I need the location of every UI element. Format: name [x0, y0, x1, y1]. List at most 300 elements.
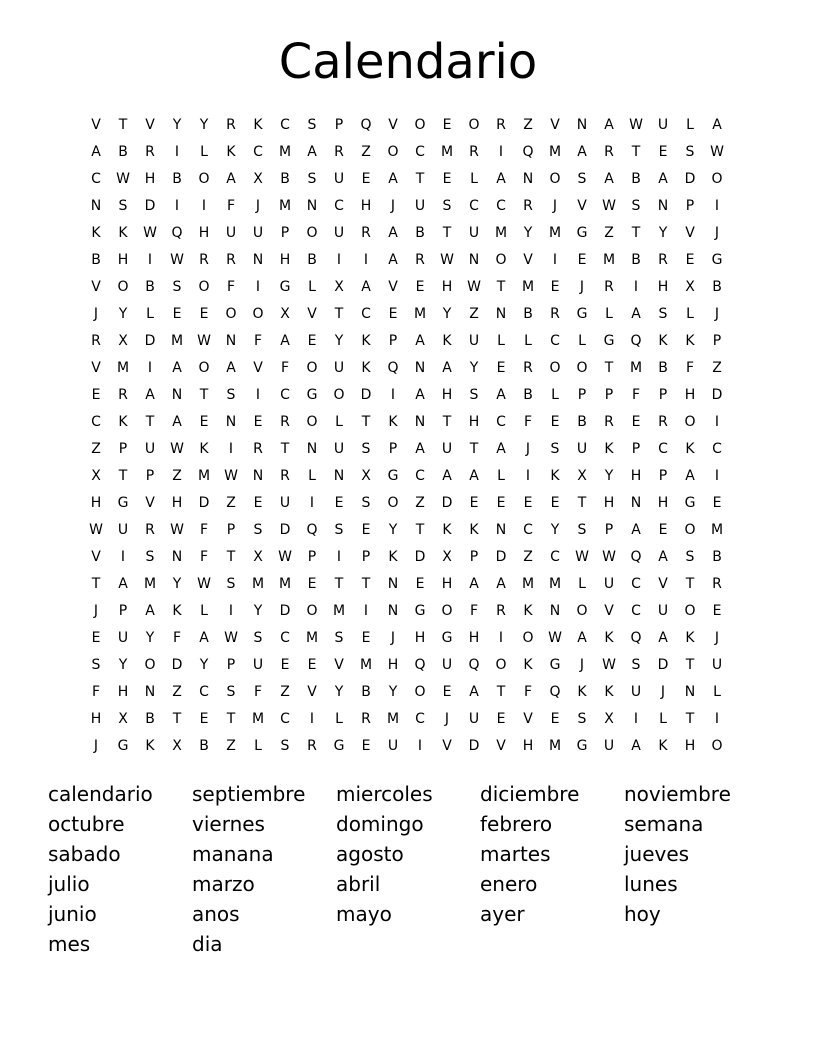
grid-letter: R: [118, 387, 128, 403]
grid-letter: Z: [280, 684, 290, 700]
grid-letter: X: [253, 549, 263, 565]
grid-letter: Z: [712, 360, 722, 376]
grid-letter: V: [604, 603, 614, 619]
grid-letter: W: [170, 441, 184, 457]
grid-letter: O: [576, 603, 588, 619]
grid-letter: H: [441, 279, 453, 295]
grid-letter: A: [199, 630, 209, 646]
grid-letter: Q: [468, 657, 480, 673]
grid-letter: D: [198, 495, 210, 511]
grid-letter: Q: [630, 630, 642, 646]
grid-letter: S: [91, 657, 101, 673]
grid-letter: T: [685, 576, 695, 592]
word-list-item: enero: [480, 872, 538, 896]
grid-letter: N: [414, 414, 426, 430]
grid-letter: J: [660, 684, 666, 700]
grid-letter: E: [361, 522, 371, 538]
grid-letter: S: [550, 441, 560, 457]
grid-letter: A: [307, 144, 317, 160]
grid-letter: C: [496, 198, 506, 214]
grid-letter: I: [147, 360, 153, 376]
grid-letter: H: [657, 495, 669, 511]
grid-letter: K: [253, 117, 263, 133]
grid-letter: O: [387, 144, 399, 160]
grid-letter: U: [333, 441, 345, 457]
grid-letter: H: [387, 657, 399, 673]
grid-letter: H: [279, 252, 291, 268]
grid-letter: A: [172, 360, 182, 376]
word-list-item: miercoles: [336, 782, 433, 806]
grid-letter: E: [253, 414, 263, 430]
grid-letter: V: [523, 252, 533, 268]
grid-letter: V: [685, 225, 695, 241]
grid-letter: K: [172, 603, 182, 619]
grid-letter: Y: [442, 306, 452, 322]
grid-letter: E: [253, 495, 263, 511]
grid-letter: N: [468, 252, 480, 268]
grid-letter: V: [91, 360, 101, 376]
grid-letter: X: [172, 738, 182, 754]
grid-letter: J: [579, 279, 585, 295]
grid-letter: M: [278, 198, 292, 214]
grid-letter: O: [441, 603, 453, 619]
grid-letter: M: [494, 225, 508, 241]
grid-letter: B: [199, 738, 209, 754]
grid-letter: M: [548, 144, 562, 160]
grid-letter: E: [388, 306, 398, 322]
grid-letter: M: [251, 576, 265, 592]
grid-letter: O: [711, 738, 723, 754]
grid-letter: L: [254, 738, 262, 754]
grid-letter: Y: [334, 333, 344, 349]
grid-letter: N: [495, 522, 507, 538]
page-title: Calendario: [278, 34, 538, 90]
grid-letter: C: [334, 198, 344, 214]
grid-letter: T: [361, 414, 371, 430]
grid-letter: U: [252, 657, 264, 673]
grid-letter: K: [199, 441, 209, 457]
grid-letter: B: [145, 279, 155, 295]
grid-letter: R: [550, 306, 560, 322]
grid-letter: E: [550, 711, 560, 727]
word-list-item: hoy: [624, 902, 661, 926]
grid-letter: K: [91, 225, 101, 241]
grid-letter: M: [548, 738, 562, 754]
grid-letter: L: [686, 306, 694, 322]
word-list-item: jueves: [624, 842, 690, 866]
grid-letter: N: [549, 603, 561, 619]
word-list-item: ayer: [480, 902, 525, 926]
grid-letter: O: [306, 414, 318, 430]
grid-letter: L: [659, 711, 667, 727]
grid-letter: J: [579, 657, 585, 673]
grid-letter: E: [91, 387, 101, 403]
grid-letter: N: [306, 441, 318, 457]
grid-letter: P: [118, 441, 128, 457]
grid-letter: R: [280, 414, 290, 430]
grid-letter: L: [470, 171, 478, 187]
grid-letter: T: [469, 441, 479, 457]
grid-letter: Z: [523, 549, 533, 565]
grid-letter: T: [226, 711, 236, 727]
grid-letter: X: [685, 279, 695, 295]
grid-letter: Q: [630, 333, 642, 349]
grid-letter: T: [199, 387, 209, 403]
grid-letter: E: [523, 495, 533, 511]
grid-letter: Y: [199, 117, 209, 133]
grid-letter: R: [523, 198, 533, 214]
grid-letter: V: [334, 657, 344, 673]
grid-letter: U: [603, 738, 615, 754]
grid-letter: N: [225, 414, 237, 430]
grid-letter: L: [497, 333, 505, 349]
grid-letter: M: [548, 225, 562, 241]
grid-letter: K: [442, 333, 452, 349]
grid-letter: N: [252, 468, 264, 484]
grid-letter: M: [710, 522, 724, 538]
grid-letter: W: [170, 522, 184, 538]
grid-letter: X: [253, 171, 263, 187]
word-list-item: domingo: [336, 812, 424, 836]
grid-letter: B: [631, 171, 641, 187]
word-list-item: mayo: [336, 902, 392, 926]
grid-letter: U: [279, 495, 291, 511]
grid-letter: T: [172, 711, 182, 727]
grid-letter: P: [604, 522, 614, 538]
grid-letter: U: [333, 225, 345, 241]
grid-letter: A: [712, 117, 722, 133]
word-list-item: julio: [48, 872, 90, 896]
grid-letter: S: [361, 495, 371, 511]
grid-letter: W: [278, 549, 292, 565]
grid-letter: L: [551, 387, 559, 403]
grid-letter: I: [228, 603, 234, 619]
grid-letter: U: [630, 684, 642, 700]
grid-letter: V: [307, 306, 317, 322]
word-list-item: mes: [48, 932, 91, 956]
grid-letter: E: [361, 630, 371, 646]
grid-letter: R: [604, 279, 614, 295]
grid-letter: C: [280, 387, 290, 403]
grid-letter: L: [578, 333, 586, 349]
grid-letter: J: [93, 738, 99, 754]
grid-letter: E: [550, 279, 560, 295]
grid-letter: L: [335, 414, 343, 430]
grid-letter: R: [307, 738, 317, 754]
grid-letter: V: [550, 117, 560, 133]
grid-letter: A: [604, 117, 614, 133]
grid-letter: O: [144, 657, 156, 673]
grid-letter: I: [228, 441, 234, 457]
grid-letter: R: [604, 414, 614, 430]
grid-letter: E: [199, 306, 209, 322]
grid-letter: J: [714, 306, 720, 322]
grid-letter: E: [307, 576, 317, 592]
grid-letter: I: [633, 279, 639, 295]
grid-letter: A: [226, 171, 236, 187]
grid-letter: Y: [172, 576, 182, 592]
grid-letter: A: [145, 387, 155, 403]
grid-letter: R: [604, 144, 614, 160]
grid-letter: S: [631, 657, 641, 673]
grid-letter: D: [279, 522, 291, 538]
grid-letter: N: [387, 576, 399, 592]
grid-letter: H: [522, 738, 534, 754]
grid-letter: D: [657, 657, 669, 673]
grid-letter: U: [603, 576, 615, 592]
grid-letter: P: [334, 117, 344, 133]
grid-letter: Q: [306, 522, 318, 538]
word-list-item: calendario: [48, 782, 153, 806]
grid-letter: A: [442, 468, 452, 484]
grid-letter: P: [388, 333, 398, 349]
grid-letter: G: [117, 495, 129, 511]
grid-letter: A: [631, 522, 641, 538]
grid-letter: Q: [549, 684, 561, 700]
grid-letter: S: [685, 144, 695, 160]
grid-letter: Q: [630, 549, 642, 565]
grid-letter: A: [388, 225, 398, 241]
grid-letter: A: [658, 549, 668, 565]
grid-letter: T: [415, 522, 425, 538]
grid-letter: Y: [523, 225, 533, 241]
grid-letter: M: [143, 576, 157, 592]
grid-letter: P: [604, 387, 614, 403]
grid-letter: E: [685, 252, 695, 268]
grid-letter: H: [144, 171, 156, 187]
grid-letter: A: [631, 738, 641, 754]
grid-letter: I: [714, 198, 720, 214]
grid-letter: U: [657, 603, 669, 619]
grid-letter: F: [685, 360, 695, 376]
grid-letter: L: [200, 144, 208, 160]
grid-letter: A: [145, 603, 155, 619]
grid-letter: W: [224, 630, 238, 646]
grid-letter: X: [442, 549, 452, 565]
grid-letter: U: [117, 630, 129, 646]
grid-letter: B: [145, 711, 155, 727]
grid-letter: R: [91, 333, 101, 349]
grid-letter: J: [714, 630, 720, 646]
grid-letter: W: [224, 468, 238, 484]
grid-letter: X: [577, 468, 587, 484]
word-list-item: anos: [192, 902, 240, 926]
grid-letter: S: [307, 117, 317, 133]
grid-letter: J: [93, 603, 99, 619]
grid-letter: E: [199, 711, 209, 727]
grid-letter: M: [521, 279, 535, 295]
grid-letter: B: [172, 171, 182, 187]
grid-letter: V: [523, 711, 533, 727]
grid-letter: Y: [118, 306, 128, 322]
grid-letter: R: [334, 144, 344, 160]
grid-letter: I: [255, 387, 261, 403]
grid-letter: A: [496, 387, 506, 403]
grid-letter: O: [522, 630, 534, 646]
word-list-item: febrero: [480, 812, 553, 836]
grid-letter: W: [170, 252, 184, 268]
grid-letter: H: [603, 495, 615, 511]
grid-letter: H: [360, 198, 372, 214]
grid-letter: A: [172, 414, 182, 430]
grid-letter: J: [525, 441, 531, 457]
grid-letter: E: [91, 630, 101, 646]
grid-letter: V: [91, 117, 101, 133]
grid-letter: O: [306, 603, 318, 619]
grid-letter: Y: [388, 684, 398, 700]
grid-letter: N: [306, 198, 318, 214]
grid-letter: C: [199, 684, 209, 700]
grid-letter: W: [548, 630, 562, 646]
grid-letter: I: [336, 252, 342, 268]
grid-letter: M: [278, 144, 292, 160]
grid-letter: C: [631, 576, 641, 592]
grid-letter: T: [685, 711, 695, 727]
grid-letter: E: [361, 171, 371, 187]
grid-letter: G: [549, 657, 561, 673]
grid-letter: F: [253, 684, 263, 700]
grid-letter: E: [307, 333, 317, 349]
grid-letter: T: [685, 657, 695, 673]
grid-letter: M: [359, 657, 373, 673]
grid-letter: E: [280, 657, 290, 673]
grid-letter: R: [658, 252, 668, 268]
grid-letter: F: [226, 198, 236, 214]
grid-letter: D: [684, 171, 696, 187]
grid-letter: O: [576, 360, 588, 376]
grid-letter: I: [309, 495, 315, 511]
grid-letter: P: [118, 603, 128, 619]
grid-letter: Y: [388, 522, 398, 538]
grid-letter: M: [251, 711, 265, 727]
grid-letter: F: [523, 684, 533, 700]
grid-letter: K: [361, 360, 371, 376]
grid-letter: D: [441, 495, 453, 511]
grid-letter: C: [469, 198, 479, 214]
grid-letter: T: [361, 576, 371, 592]
grid-letter: A: [577, 630, 587, 646]
grid-letter: S: [307, 171, 317, 187]
grid-letter: E: [550, 495, 560, 511]
grid-letter: K: [577, 684, 587, 700]
grid-letter: W: [143, 225, 157, 241]
grid-letter: S: [334, 630, 344, 646]
grid-letter: S: [226, 387, 236, 403]
grid-letter: G: [387, 468, 399, 484]
grid-letter: W: [89, 522, 103, 538]
grid-letter: G: [441, 630, 453, 646]
grid-letter: V: [145, 117, 155, 133]
grid-letter: N: [252, 252, 264, 268]
grid-letter: D: [468, 738, 480, 754]
grid-letter: P: [226, 657, 236, 673]
grid-letter: M: [386, 711, 400, 727]
grid-letter: D: [360, 387, 372, 403]
grid-letter: U: [333, 360, 345, 376]
grid-letter: G: [684, 495, 696, 511]
grid-letter: H: [441, 576, 453, 592]
grid-letter: U: [468, 711, 480, 727]
grid-letter: H: [414, 630, 426, 646]
grid-letter: O: [495, 252, 507, 268]
grid-letter: E: [469, 495, 479, 511]
grid-letter: H: [684, 738, 696, 754]
grid-letter: I: [714, 468, 720, 484]
grid-letter: H: [684, 387, 696, 403]
grid-letter: K: [550, 468, 560, 484]
grid-letter: K: [442, 522, 452, 538]
grid-letter: R: [145, 522, 155, 538]
grid-letter: P: [577, 387, 587, 403]
grid-letter: D: [414, 549, 426, 565]
grid-letter: T: [280, 441, 290, 457]
grid-letter: O: [684, 603, 696, 619]
grid-letter: E: [415, 279, 425, 295]
grid-letter: T: [334, 576, 344, 592]
grid-letter: W: [629, 117, 643, 133]
grid-letter: S: [253, 522, 263, 538]
grid-letter: F: [199, 522, 209, 538]
grid-letter: O: [387, 495, 399, 511]
grid-letter: U: [144, 441, 156, 457]
grid-letter: Z: [172, 684, 182, 700]
grid-letter: K: [469, 522, 479, 538]
grid-letter: C: [496, 414, 506, 430]
grid-letter: R: [523, 360, 533, 376]
word-list-item: dia: [192, 932, 223, 956]
grid-letter: L: [146, 306, 154, 322]
grid-letter: B: [523, 306, 533, 322]
grid-letter: I: [390, 387, 396, 403]
grid-letter: T: [442, 414, 452, 430]
grid-letter: M: [197, 468, 211, 484]
grid-letter: K: [118, 414, 128, 430]
grid-letter: C: [280, 630, 290, 646]
grid-letter: K: [685, 630, 695, 646]
grid-letter: H: [468, 630, 480, 646]
grid-letter: D: [144, 333, 156, 349]
grid-letter: O: [333, 387, 345, 403]
grid-letter: R: [496, 117, 506, 133]
grid-letter: S: [685, 549, 695, 565]
grid-letter: I: [336, 549, 342, 565]
grid-letter: Q: [387, 360, 399, 376]
grid-letter: H: [90, 495, 102, 511]
grid-letter: P: [712, 333, 722, 349]
grid-letter: F: [523, 414, 533, 430]
grid-letter: B: [712, 279, 722, 295]
grid-letter: K: [685, 441, 695, 457]
grid-letter: G: [576, 225, 588, 241]
grid-letter: V: [91, 549, 101, 565]
word-list-item: viernes: [192, 812, 265, 836]
grid-letter: K: [685, 333, 695, 349]
word-list-item: manana: [192, 842, 274, 866]
grid-letter: P: [226, 522, 236, 538]
grid-letter: I: [147, 252, 153, 268]
grid-letter: I: [417, 738, 423, 754]
grid-letter: F: [280, 360, 290, 376]
grid-letter: E: [199, 414, 209, 430]
grid-letter: W: [575, 549, 589, 565]
word-list-item: septiembre: [192, 782, 306, 806]
grid-letter: G: [576, 738, 588, 754]
grid-letter: A: [496, 171, 506, 187]
grid-letter: B: [631, 252, 641, 268]
grid-letter: T: [334, 306, 344, 322]
grid-letter: K: [604, 684, 614, 700]
grid-letter: K: [523, 603, 533, 619]
